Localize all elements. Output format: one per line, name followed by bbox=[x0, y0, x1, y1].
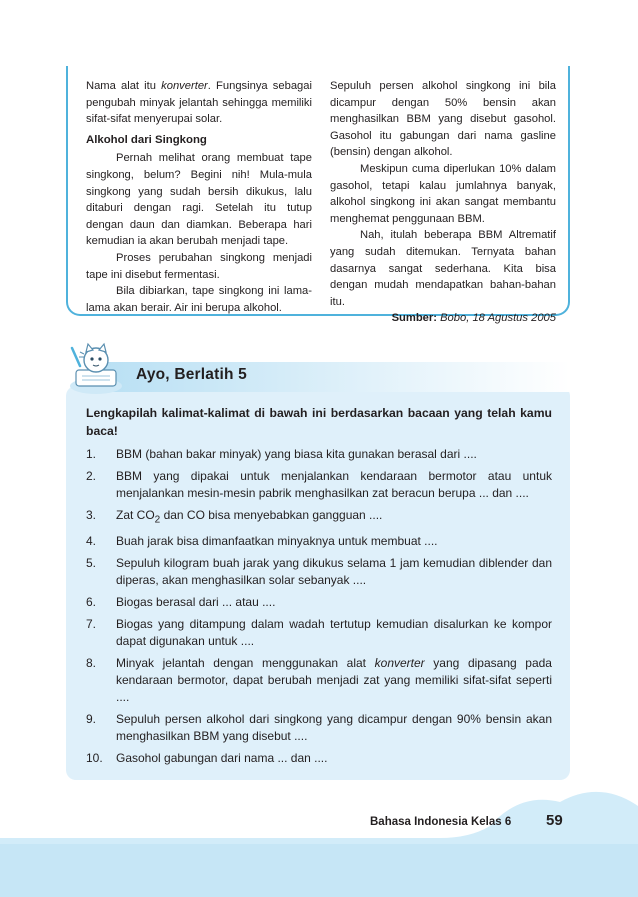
question-number: 2. bbox=[86, 469, 97, 483]
question-text: Biogas yang ditampung dalam wadah tertutup kemudian disalurkan ke kompor dapat digunakan untuk .... bbox=[116, 617, 552, 649]
cloud-wave-decoration bbox=[0, 782, 638, 897]
reading-paragraph: Sepuluh persen alkohol singkong ini bila dicampur dengan 50% bensin akan menghasilkan BBM yang disebut gasohol. Gasohol itu gabungan dari nama gasline (bensin) dengan alkohol. bbox=[330, 80, 556, 159]
question-item bbox=[86, 616, 552, 650]
question-number: 8. bbox=[86, 656, 97, 671]
source-citation: Sumber: Bobo, 18 Agustus 2005 bbox=[391, 312, 556, 325]
question-text: Biogas berasal dari ... atau .... bbox=[116, 595, 276, 610]
question-item bbox=[86, 555, 552, 589]
question-text: Sepuluh kilogram buah jarak yang dikukus selama 1 jam kemudian diblender dan diperas, akan menghasilkan solar sebanyak .... bbox=[116, 556, 552, 588]
exercise-instruction: Lengkapilah kalimat-kalimat di bawah ini berdasarkan bacaan yang telah kamu baca! bbox=[86, 406, 552, 438]
question-number: 9. bbox=[86, 712, 97, 727]
question-text: Sepuluh persen alkohol dari singkong yang dicampur dengan 90% bensin akan menghasilkan BBM yang disebut .... bbox=[116, 712, 552, 744]
cartoon-cat-reading-icon bbox=[66, 340, 128, 396]
question-item bbox=[86, 711, 552, 745]
question-text: Buah jarak bisa dimanfaatkan minyaknya untuk membuat .... bbox=[116, 534, 438, 549]
question-item bbox=[86, 533, 552, 550]
question-number: 10. bbox=[86, 751, 103, 766]
reading-column-left bbox=[86, 78, 312, 316]
reading-column-right bbox=[330, 78, 556, 327]
reading-paragraph: Pernah melihat orang membuat tape singkong, belum? Begini nih! Mula-mula singkong yang sudah bersih dikukus, lalu ditaburi dengan ragi. Setelah itu tutup dengan daun dan diamkan. Beberapa hari kemudian ia akan berubah menjadi tape. bbox=[86, 152, 312, 248]
reading-paragraph: Proses perubahan singkong menjadi tape ini disebut fermentasi. bbox=[86, 251, 312, 281]
question-number: 5. bbox=[86, 556, 97, 571]
question-number: 4. bbox=[86, 534, 97, 549]
question-text: Zat $CO_2$ dan CO bisa menyebabkan gangguan .... bbox=[116, 508, 383, 526]
question-list bbox=[86, 446, 552, 772]
reading-paragraph: Nah, itulah beberapa BBM Altrematif yang sudah ditemukan. Ternyata bahan dasarnya sangat sederhana. Kita bisa dengan mudah mendapatkan bahan-bahan itu. bbox=[330, 229, 556, 308]
question-number: 3. bbox=[86, 508, 97, 522]
question-text: Minyak jelantah dengan menggunakan alat konverter yang dipasang pada kendaraan bermotor, dapat berubah menjadi zat yang memiliki sifat-sifat seperti .... bbox=[116, 656, 552, 705]
book-title: Bahasa Indonesia Kelas 6 bbox=[370, 816, 512, 828]
page-number: 59 bbox=[546, 812, 563, 829]
question-number: 1. bbox=[86, 447, 97, 461]
section-heading: Alkohol dari Singkong bbox=[86, 133, 207, 146]
question-item bbox=[86, 750, 552, 767]
question-item bbox=[86, 594, 552, 611]
question-item bbox=[86, 655, 552, 706]
question-number: 6. bbox=[86, 595, 97, 610]
reading-paragraph: Meskipun cuma diperlukan 10% dalam gasohol, tetapi kalau jumlahnya banyak, alkohol singkong ini akan sangat membantu menghemat penggunaan BBM. bbox=[330, 162, 556, 225]
reading-paragraph: Bila dibiarkan, tape singkong ini lama-lama akan berair. Air ini berupa alkohol. bbox=[86, 285, 312, 314]
question-number: 7. bbox=[86, 617, 97, 632]
exercise-title: Ayo, Berlatih 5 bbox=[136, 366, 247, 383]
question-item bbox=[86, 507, 552, 528]
reading-text-box bbox=[66, 66, 570, 325]
reading-paragraph: Nama alat itu konverter. Fungsinya sebagai pengubah minyak jelantah sehingga memiliki sifat-sifat menyerupai solar. bbox=[86, 80, 312, 126]
question-text: Gasohol gabungan dari nama ... dan .... bbox=[116, 751, 328, 766]
question-item bbox=[86, 468, 552, 502]
question-text: BBM (bahan bakar minyak) yang biasa kita gunakan berasal dari .... bbox=[116, 447, 477, 461]
question-text: BBM yang dipakai untuk menjalankan kendaraan bermotor atau untuk menjalankan mesin-mesin pabrik menghasilkan zat beracun berupa ... dan .... bbox=[116, 469, 552, 500]
question-item bbox=[86, 446, 552, 463]
